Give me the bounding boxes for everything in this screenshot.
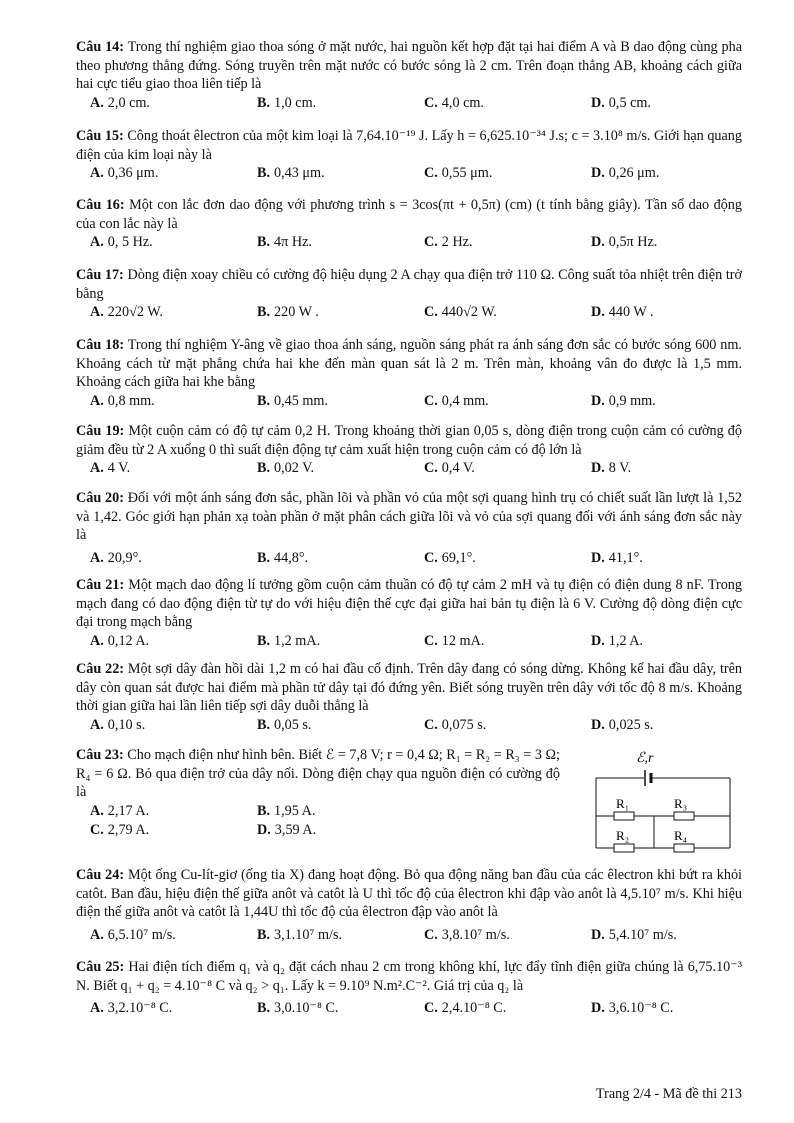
options <box>76 926 742 945</box>
question-label: Câu 18: <box>76 337 125 353</box>
option-b: B. 0,43 μm. <box>257 165 325 182</box>
question-19 <box>76 422 742 478</box>
question-24 <box>76 866 742 945</box>
option-a: A. 2,17 A. <box>90 802 150 819</box>
question-text <box>76 196 742 233</box>
option-d: D. 3,59 A. <box>257 821 317 838</box>
question-text <box>76 576 742 632</box>
resistor-r1 <box>614 812 634 820</box>
option-a: A. 0,36 μm. <box>90 165 159 182</box>
question-label: Câu 22: <box>76 661 125 677</box>
resistor-r3 <box>674 812 694 820</box>
question-text <box>76 422 742 459</box>
r2-label: R₂ <box>616 828 630 843</box>
options <box>76 999 742 1018</box>
r1-label: R₁ <box>616 796 630 811</box>
option-a: A. 0,10 s. <box>90 716 146 733</box>
options <box>76 233 742 252</box>
question-label: Câu 21: <box>76 577 125 593</box>
option-c: C. 0,55 μm. <box>424 165 493 182</box>
question-body: Một cuộn cảm có độ tự cảm 0,2 H. Trong khoảng thời gian 0,05 s, dòng điện trong cuộn cảm có cường độ giảm đều từ 2 A xuống 0 thì suất điện động tự cảm xuất hiện trong cuộn cảm có độ lớn là <box>76 423 742 458</box>
question-body: Công thoát êlectron của một kim loại là 7,64.10⁻¹⁹ J. Lấy h = 6,625.10⁻³⁴ J.s; c = 3.10⁸ m/s. Giới hạn quang điện của kim loại này là <box>76 128 742 163</box>
options <box>76 459 742 478</box>
question-body: Đối với một ánh sáng đơn sắc, phần lõi và phần vỏ của một sợi quang hình trụ có chiết suất lần lượt là 1,52 và 1,42. Góc giới hạn phản xạ toàn phần ở mặt phân cách giữa lõi và vỏ của sợi quang đối với ánh sáng đơn sắc này là <box>76 490 742 544</box>
option-a: A. 3,2.10⁻⁸ C. <box>90 1000 173 1017</box>
resistor-r2 <box>614 844 634 852</box>
question-15 <box>76 127 742 183</box>
question-16 <box>76 196 742 252</box>
question-18 <box>76 336 742 411</box>
question-body: Cho mạch điện như hình bên. Biết ℰ = 7,8 V; r = 0,4 Ω; R₁ = R₂ = R₃ = 3 Ω; R₄ = 6 Ω. Bỏ qua điện trở của dây nối. Dòng điện chạy qua nguồn điện có cường độ là <box>76 747 560 801</box>
question-20 <box>76 489 742 568</box>
options <box>76 392 742 411</box>
option-c: C. 69,1°. <box>424 549 476 566</box>
option-c: C. 2,4.10⁻⁸ C. <box>424 1000 507 1017</box>
question-label: Câu 16: <box>76 197 125 213</box>
question-body: Một con lắc đơn dao động với phương trình s = 3cos(πt + 0,5π) (cm) (t tính bằng giây). Tần số dao động của con lắc này là <box>76 197 742 232</box>
option-b: B. 3,0.10⁻⁸ C. <box>257 1000 339 1017</box>
option-a: A. 20,9°. <box>90 549 142 566</box>
question-14 <box>76 38 742 113</box>
question-body: Một ống Cu-lít-giơ (ống tia X) đang hoạt động. Bỏ qua động năng ban đầu của các êlectron khi bứt ra khỏi catôt. Ban đầu, hiệu điện thế giữa anôt và catôt là U thì tốc độ của êlectron khi đập vào anôt là 4,5.10⁷ m/s. Khi hiệu điện thế giữa anôt và catôt là 1,44U thì tốc độ của êlectron đập vào anôt là <box>76 867 742 921</box>
option-b: B. 0,02 V. <box>257 460 315 477</box>
question-label: Câu 25: <box>76 959 125 975</box>
options <box>76 716 742 735</box>
option-d: D. 3,6.10⁻⁸ C. <box>591 1000 674 1017</box>
option-a: A. 0, 5 Hz. <box>90 234 153 251</box>
option-d: D. 5,4.10⁷ m/s. <box>591 926 677 943</box>
question-body: Trong thí nghiệm Y-âng về giao thoa ánh sáng, nguồn sáng phát ra ánh sáng đơn sắc có bước sóng 600 nm. Khoảng cách từ mặt phẳng chứa hai khe đến màn quan sát là 2 m. Trên màn, khoảng vân đo được là 1,5 mm. Khoảng cách giữa hai khe bằng <box>76 337 742 391</box>
question-label: Câu 15: <box>76 128 124 144</box>
question-body: Hai điện tích điểm q₁ và q₂ đặt cách nhau 2 cm trong không khí, lực đẩy tĩnh điện giữa chúng là 6,75.10⁻³ N. Biết q₁ + q₂ = 4.10⁻⁸ C và q₂ > q₁. Lấy k = 9.10⁹ N.m².C⁻². Giá trị của q₂ là <box>76 959 742 994</box>
question-label: Câu 19: <box>76 423 125 439</box>
option-a: A. 0,12 A. <box>90 632 150 649</box>
option-b: B. 3,1.10⁷ m/s. <box>257 926 343 943</box>
option-c: C. 12 mA. <box>424 632 485 649</box>
question-text <box>76 660 742 716</box>
options <box>76 94 742 113</box>
source-label: ℰ,r <box>636 751 654 766</box>
question-body: Trong thí nghiệm giao thoa sóng ở mặt nước, hai nguồn kết hợp đặt tại hai điểm A và B dao động cùng pha theo phương thẳng đứng. Sóng truyền trên mặt nước có bước sóng là 2 cm. Trên đoạn thẳng AB, khoảng cách giữa hai cực tiểu giao thoa liên tiếp là <box>76 39 742 93</box>
question-text <box>76 746 560 802</box>
option-c: C. 4,0 cm. <box>424 94 484 111</box>
question-22 <box>76 660 742 735</box>
resistor-r4 <box>674 844 694 852</box>
option-c: C. 0,4 mm. <box>424 392 489 409</box>
option-c: C. 0,4 V. <box>424 460 475 477</box>
options <box>76 549 742 568</box>
question-label: Câu 17: <box>76 267 124 283</box>
option-a: A. 0,8 mm. <box>90 392 155 409</box>
question-text <box>76 38 742 94</box>
option-b: B. 1,2 mA. <box>257 632 321 649</box>
option-a: A. 4 V. <box>90 460 131 477</box>
question-label: Câu 24: <box>76 867 125 883</box>
question-text <box>76 266 742 303</box>
option-d: D. 0,26 μm. <box>591 165 660 182</box>
option-c: C. 0,075 s. <box>424 716 487 733</box>
options <box>76 303 742 322</box>
r3-label: R₃ <box>674 796 688 811</box>
question-body: Một mạch dao động lí tưởng gồm cuộn cảm thuần có độ tự cảm 2 mH và tụ điện có điện dung 8 nF. Trong mạch đang có dao động điện từ tự do với hiệu điện thế cực đại giữa hai bản tụ điện là 6 V. Cường độ dòng điện cực đại trong mạch bằng <box>76 577 742 631</box>
option-b: B. 0,45 mm. <box>257 392 329 409</box>
option-d: D. 1,2 A. <box>591 632 644 649</box>
question-label: Câu 14: <box>76 39 124 55</box>
question-label: Câu 20: <box>76 490 124 506</box>
page-footer: Trang 2/4 - Mã đề thi 213 <box>595 1086 742 1102</box>
question-body: Một sợi dây đàn hồi dài 1,2 m có hai đầu cố định. Trên dây đang có sóng dừng. Không kể hai đầu dây, trên dây còn quan sát được hai điểm mà phần tử dây tại đó đứng yên. Biết sóng truyền trên dây với tốc độ 8 m/s. Khoảng thời gian giữa hai lần liên tiếp sợi dây duỗi thẳng là <box>76 661 743 715</box>
option-a: A. 2,0 cm. <box>90 94 150 111</box>
option-b: B. 1,95 A. <box>257 802 316 819</box>
option-d: D. 0,9 mm. <box>591 392 656 409</box>
question-text <box>76 336 742 392</box>
question-body: Dòng điện xoay chiều có cường độ hiệu dụng 2 A chạy qua điện trở 110 Ω. Công suất tỏa nhiệt trên điện trở bằng <box>76 267 743 302</box>
option-b: B. 1,0 cm. <box>257 94 317 111</box>
option-c: C. 2,79 A. <box>90 821 150 838</box>
option-a: A. 6,5.10⁷ m/s. <box>90 926 176 943</box>
options <box>76 164 742 183</box>
question-text <box>76 489 742 545</box>
option-d: D. 0,5π Hz. <box>591 234 658 251</box>
option-b: B. 4π Hz. <box>257 234 312 251</box>
question-17 <box>76 266 742 322</box>
option-c: C. 2 Hz. <box>424 234 473 251</box>
question-21 <box>76 576 742 651</box>
question-text <box>76 127 742 164</box>
option-c: C. 440√2 W. <box>424 304 497 321</box>
option-d: D. 8 V. <box>591 460 632 477</box>
question-text <box>76 866 742 922</box>
circuit-diagram <box>588 748 738 860</box>
option-a: A. 220√2 W. <box>90 304 163 321</box>
option-d: D. 41,1°. <box>591 549 643 566</box>
option-d: D. 0,5 cm. <box>591 94 651 111</box>
question-text <box>76 958 742 995</box>
option-b: B. 220 W . <box>257 304 319 321</box>
option-c: C. 3,8.10⁷ m/s. <box>424 926 510 943</box>
option-d: D. 440 W . <box>591 304 654 321</box>
question-25 <box>76 958 742 1018</box>
r4-label: R₄ <box>674 828 688 843</box>
question-label: Câu 23: <box>76 747 124 763</box>
option-b: B. 0,05 s. <box>257 716 312 733</box>
options <box>76 632 742 651</box>
option-b: B. 44,8°. <box>257 549 309 566</box>
option-d: D. 0,025 s. <box>591 716 654 733</box>
